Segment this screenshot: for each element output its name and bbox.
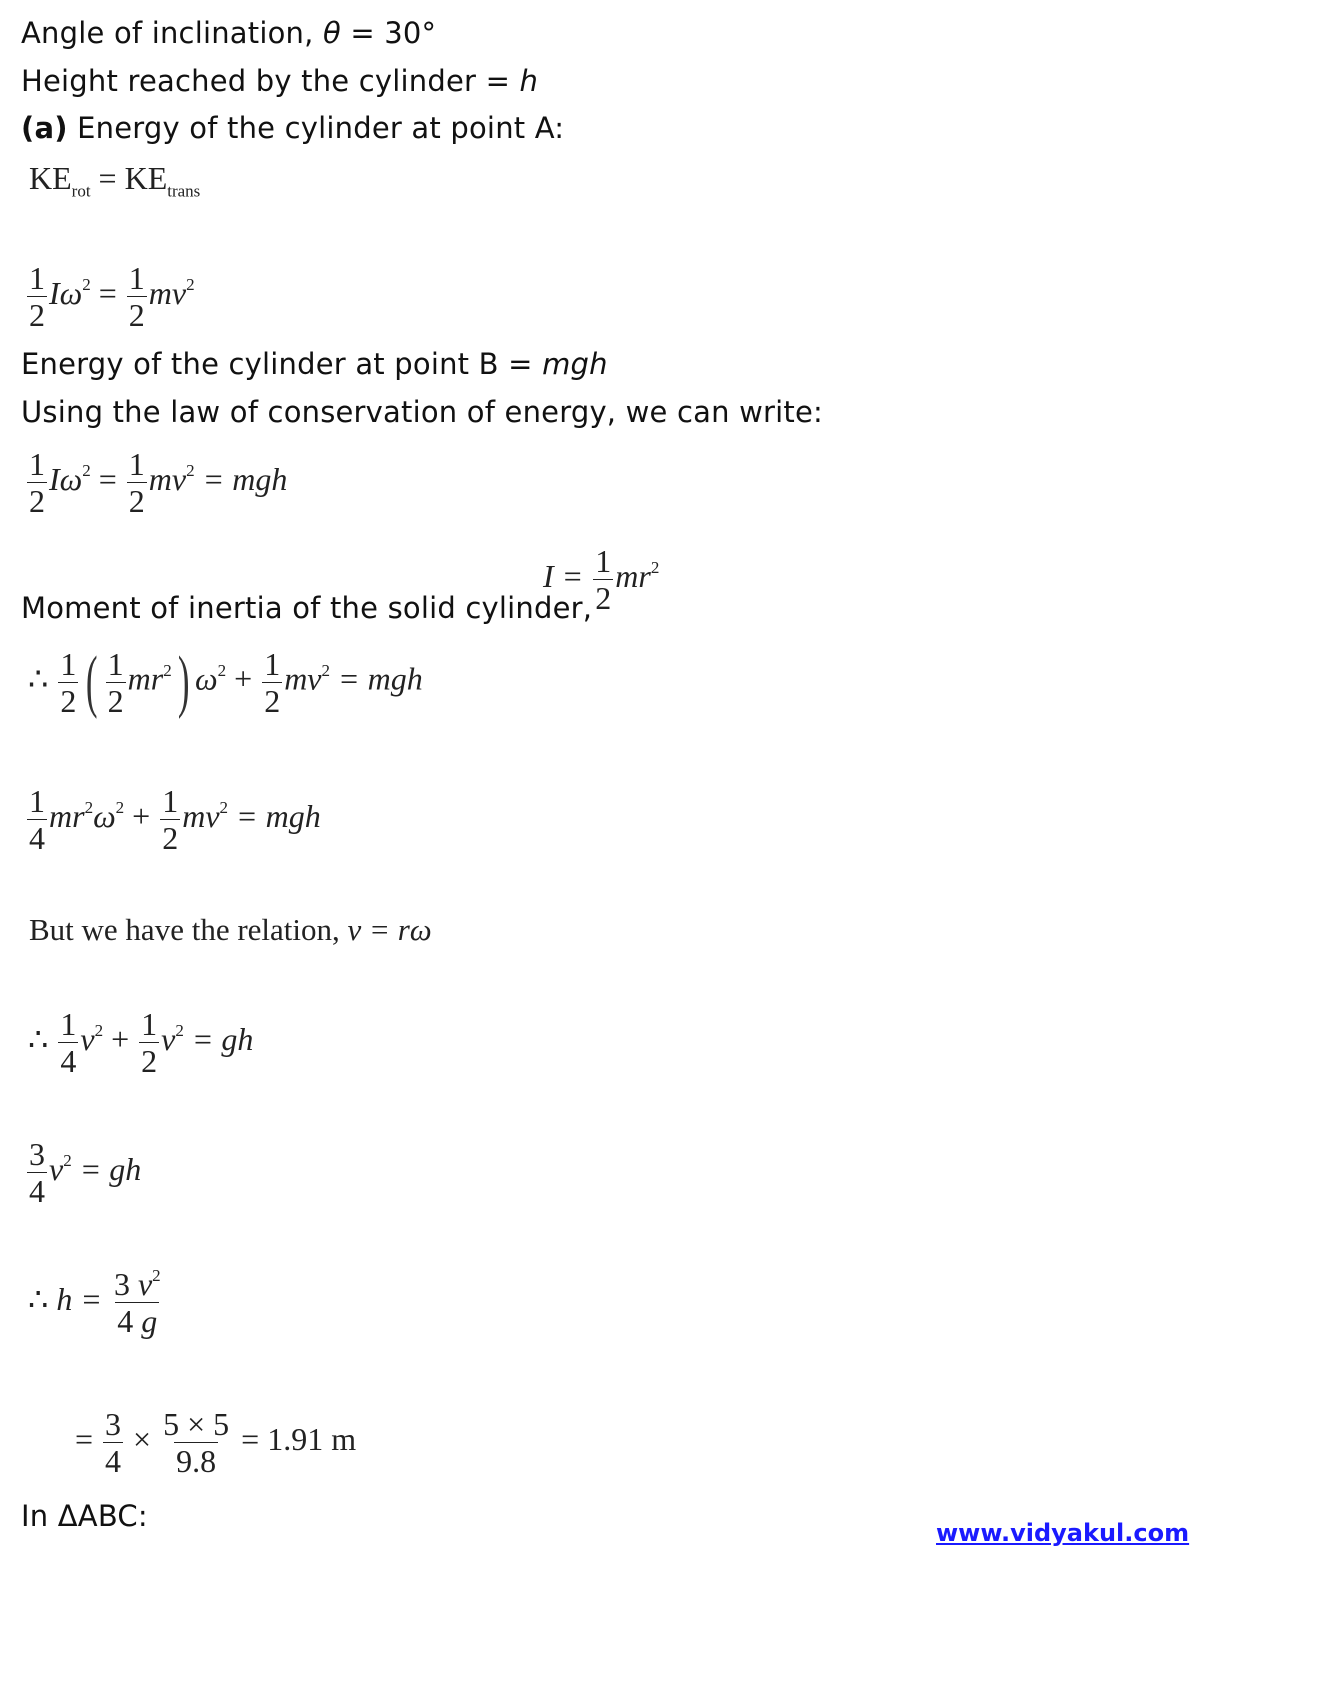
- therefore-symbol: ∴: [28, 660, 49, 697]
- half-fraction: $\frac{1}{2}$: [162, 783, 179, 856]
- half-fraction: $\frac{1}{2}$: [107, 645, 124, 719]
- omega: ω: [93, 797, 116, 834]
- times: ×: [133, 1420, 152, 1457]
- three-quarter-fraction: $\frac{3}{4}$: [105, 1406, 122, 1479]
- half-fraction: $\frac{1}{2}$: [264, 645, 281, 719]
- quarter-fraction: $\frac{1}{4}$: [60, 1006, 77, 1079]
- mv: mv: [182, 797, 220, 834]
- v: v: [80, 1020, 95, 1057]
- moi-formula: I = $\frac{1}{2}$ $mr^2$: [543, 543, 660, 616]
- ke-trans-sub: trans: [167, 181, 201, 201]
- relation-label: But we have the relation,: [29, 912, 348, 947]
- mv: mv: [148, 274, 187, 311]
- energy-b-symbol: mgh: [542, 347, 608, 381]
- half-fraction: $\frac{1}{2}$: [595, 543, 612, 616]
- gh: = gh: [191, 1020, 254, 1057]
- substituted-equation: ∴ $\frac{1}{2}$ ( $\frac{1}{2}$ $mr^2$) $\omega^2$ + $\frac{1}{2}$ $mv^2$ = mgh: [28, 643, 423, 720]
- i-equals: I =: [543, 557, 584, 594]
- result-value: = 1.91 m: [241, 1420, 357, 1457]
- therefore-symbol: ∴: [28, 1020, 49, 1057]
- gh: = gh: [79, 1150, 142, 1187]
- ke-trans: KE: [124, 160, 168, 196]
- v: v: [161, 1020, 176, 1057]
- relation-equation: v = rω: [347, 912, 432, 947]
- height-symbol: h: [519, 64, 539, 98]
- equals: =: [75, 1420, 94, 1457]
- vidyakul-link[interactable]: www.vidyakul.com: [936, 1519, 1190, 1547]
- half-fraction: $\frac{1}{2}$: [128, 446, 145, 519]
- height-formula: [28, 1268, 165, 1337]
- mr: mr: [615, 557, 651, 594]
- angle-value: = 30°: [340, 16, 437, 50]
- equals: =: [98, 274, 117, 311]
- relation-line: [29, 912, 432, 948]
- plus: +: [132, 797, 151, 834]
- mgh: = mgh: [202, 460, 288, 497]
- half-fraction: $\frac{1}{2}$: [29, 260, 45, 333]
- i-omega: Iω: [49, 274, 83, 311]
- quarter-fraction: $\frac{1}{4}$: [29, 783, 45, 856]
- numeric-fraction: $\frac{5 \times 5}{9.8}$: [163, 1406, 230, 1479]
- h-equals: h =: [56, 1280, 102, 1317]
- ke-rot: KE: [29, 160, 72, 196]
- triangle-line: In ΔABC:: [21, 1499, 148, 1533]
- part-a-label: (a): [21, 111, 68, 145]
- angle-label: Angle of inclination,: [21, 16, 323, 50]
- energy-b-label: Energy of the cylinder at point B =: [21, 347, 543, 381]
- omega: ω: [195, 660, 218, 697]
- part-a-text: Energy of the cylinder at point A:: [67, 111, 565, 145]
- h-fraction: $\frac{3 v^2}{4 g}$: [113, 1266, 161, 1339]
- half-fraction: $\frac{1}{2}$: [29, 446, 45, 519]
- three-quarter-fraction: $\frac{3}{4}$: [29, 1136, 45, 1209]
- plus: +: [111, 1020, 130, 1057]
- velocity-equation: ∴ $\frac{1}{4}$ $v^2$ + $\frac{1}{2}$ $v^2$ = gh: [28, 1006, 254, 1079]
- conservation-equation: $\frac{1}{2}$ $I\omega^2$ = $\frac{1}{2}$ $mv^2$ = mgh: [29, 446, 288, 519]
- v: v: [49, 1150, 64, 1187]
- three-quarter-equation: $\frac{3}{4}$ $v^2$ = gh: [29, 1136, 142, 1209]
- mgh: = mgh: [338, 660, 423, 697]
- ke-rot-sub: rot: [71, 181, 91, 201]
- final-result: [75, 1408, 356, 1477]
- part-a-heading: [21, 111, 564, 145]
- simplified-equation: $\frac{1}{4}$ $mr^2\omega^2$ + $\frac{1}{2}$ $mv^2$ = mgh: [29, 783, 321, 856]
- energy-equality-a: $\frac{1}{2}$ $I\omega^2$ = $\frac{1}{2}$ $mv^2$: [29, 260, 195, 333]
- theta-symbol: θ: [322, 16, 341, 50]
- height-label: Height reached by the cylinder =: [21, 64, 520, 98]
- plus: +: [234, 660, 253, 697]
- height-line: [21, 64, 538, 98]
- therefore-symbol: ∴: [28, 1280, 49, 1317]
- mv: mv: [284, 660, 322, 697]
- moi-line: Moment of inertia of the solid cylinder,: [21, 591, 593, 625]
- mr: mr: [49, 797, 85, 834]
- equals: =: [98, 460, 117, 497]
- ke-equation: [29, 160, 200, 201]
- half-fraction: $\frac{1}{2}$: [128, 260, 145, 333]
- angle-line: [21, 16, 436, 50]
- half-fraction: $\frac{1}{2}$: [141, 1006, 158, 1079]
- conservation-line: Using the law of conservation of energy, we can write:: [21, 395, 824, 429]
- half-fraction: $\frac{1}{2}$: [60, 645, 77, 719]
- mv: mv: [148, 460, 187, 497]
- mgh: = mgh: [236, 797, 321, 834]
- energy-b-line: [21, 347, 608, 381]
- i-omega: Iω: [49, 460, 83, 497]
- ke-equals: =: [90, 160, 125, 196]
- mr: mr: [127, 660, 164, 697]
